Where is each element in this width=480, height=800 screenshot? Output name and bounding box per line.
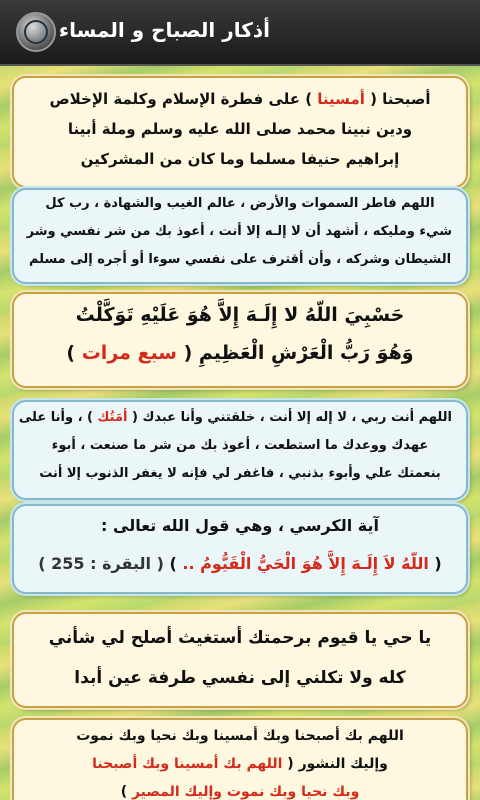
dhikr-text-segment: اللهم فاطر السموات والأرض ، عالم الغيب والشهادة ، رب كل [45, 196, 435, 211]
dhikr-card-4 [12, 400, 468, 500]
dhikr-text-segment: اللّهُ لاَ إِلَـهَ إِلاَّ هُوَ الْحَيُّ الْقَيُّومُ .. [182, 554, 429, 573]
dhikr-line [28, 756, 452, 772]
dhikr-card-5 [12, 504, 468, 594]
dhikr-text-segment: عهدك ووعدك ما استطعت ، أعوذ بك من شر ما صنعت ، أبوء [51, 438, 429, 453]
dhikr-line [28, 304, 452, 326]
dhikr-text-segment: ) [66, 342, 82, 364]
dhikr-text-segment: ودين نبينا محمد صلى الله عليه وسلم وملة أبينا [67, 120, 413, 138]
dhikr-text-segment: آية الكرسي ، وهي قول الله تعالى : [101, 516, 379, 535]
dhikr-text-segment: ) [163, 554, 183, 573]
dhikr-text-segment: اللهم بك أصبحنا وبك أمسينا وبك نحيا وبك نموت [76, 728, 404, 744]
dhikr-text-segment: وَهُوَ رَبُّ الْعَرْشِ الْعَظِيمِ ( [176, 342, 414, 364]
dhikr-text-segment: ) [120, 784, 132, 800]
dhikr-text-segment: كله ولا تكلني إلى نفسي طرفة عين أبدا [74, 668, 406, 688]
dhikr-text-segment: اللهم أنت ربي ، لا إله إلا أنت ، خلقتني وأنا عبدك ( [127, 410, 452, 425]
dhikr-line [28, 224, 452, 239]
adhkar-list[interactable] [0, 66, 480, 800]
dhikr-text-segment: يا حي يا قيوم برحمتك أستغيث أصلح لي شأني [48, 628, 432, 648]
dhikr-text-segment: بنعمتك علي وأبوء بذنبي ، فاغفر لي فإنه لا يغفر الذنوب إلا أنت [39, 466, 441, 481]
dhikr-text-segment: ) على فطرة الإسلام وكلمة الإخلاص [49, 90, 318, 108]
app-title: أذكار الصباح و المساء [58, 18, 270, 42]
dhikr-line [28, 728, 452, 744]
dhikr-card-6 [12, 612, 468, 708]
dhikr-line [18, 410, 452, 425]
dhikr-line [28, 90, 452, 108]
dhikr-card-1 [12, 76, 468, 188]
title-bar [0, 0, 480, 66]
dhikr-card-2 [12, 188, 468, 284]
dhikr-line [28, 120, 452, 138]
dhikr-card-7 [12, 718, 468, 800]
dhikr-text-segment: ( البقرة : 255 ) [38, 554, 164, 573]
dhikr-text-segment: أصبحنا ( [364, 90, 431, 108]
dhikr-text-segment: وبك نحيا وبك نموت وإليك المصير [131, 784, 360, 800]
dhikr-text-segment: حَسْبِيَ اللّهُ لا إِلَـهَ إِلاَّ هُوَ عَلَيْهِ تَوَكَّلْتُ [75, 304, 405, 326]
dhikr-text-segment: اللهم بك أمسينا وبك أصبحنا [92, 756, 283, 772]
dhikr-line [28, 516, 452, 535]
dhikr-text-segment: ) ، وأنا على [18, 410, 98, 425]
dhikr-text-segment: شيء ومليكه ، أشهد أن لا إلـه إلا أنت ، أعوذ بك من شر نفسي وشر [26, 224, 452, 239]
dhikr-line [28, 150, 452, 168]
dhikr-card-3 [12, 292, 468, 388]
dhikr-line [28, 196, 452, 211]
dhikr-line [28, 784, 452, 800]
dhikr-line [28, 628, 452, 648]
dhikr-line [28, 438, 452, 453]
dhikr-line [28, 252, 452, 267]
dhikr-line [28, 342, 452, 364]
dhikr-text-segment: سبع مرات [81, 342, 177, 364]
dhikr-text-segment: الشيطان وشركه ، وأن أقترف على نفسي سوءا أو أجره إلى مسلم [28, 252, 452, 267]
app-logo-icon[interactable] [16, 12, 56, 52]
dhikr-line [28, 466, 452, 481]
logo-ring [24, 20, 48, 44]
dhikr-text-segment: أمَتُك [97, 410, 128, 425]
dhikr-line [28, 668, 452, 688]
dhikr-text-segment: أمسينا [317, 90, 365, 108]
dhikr-line [28, 554, 452, 573]
dhikr-text-segment: وإليك النشور ( [282, 756, 388, 772]
dhikr-text-segment: ( [428, 554, 442, 573]
dhikr-text-segment: إبراهيم حنيفا مسلما وما كان من المشركين [80, 150, 400, 168]
